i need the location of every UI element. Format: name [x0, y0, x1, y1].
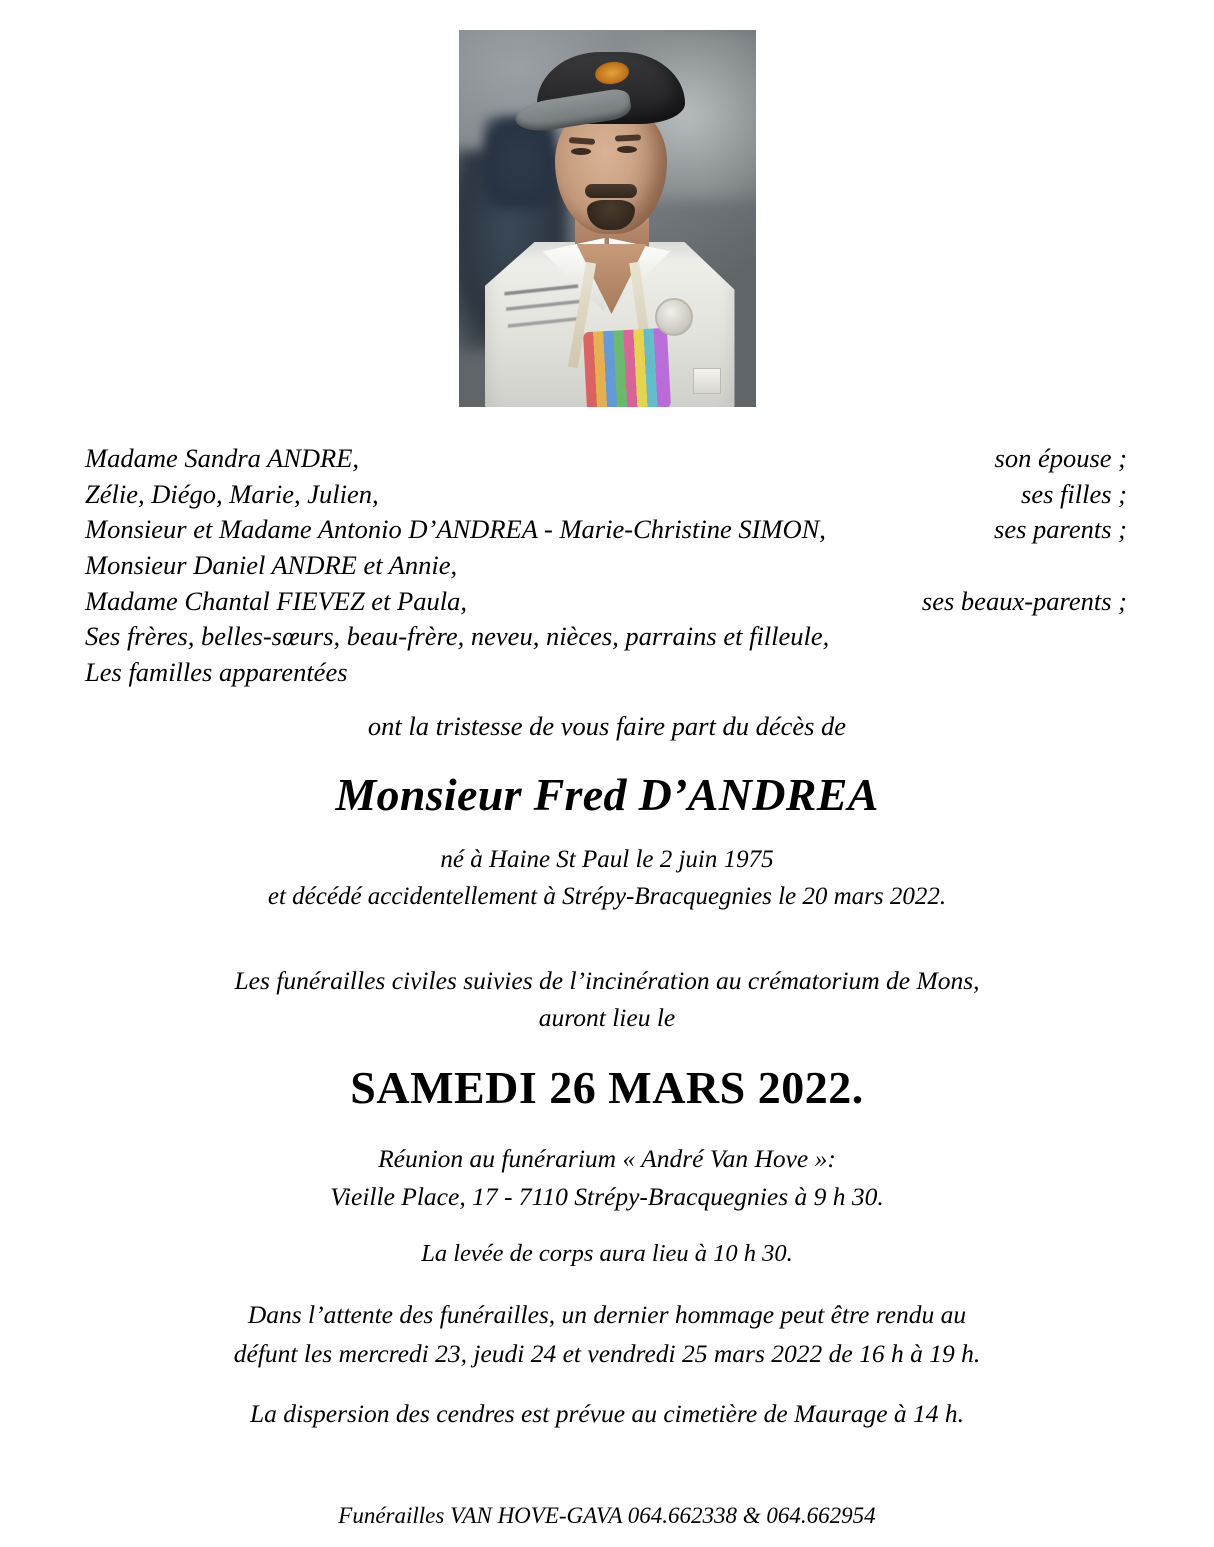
- family-name: Ses frères, belles-sœurs, beau-frère, neveu, nièces, parrains et filleule,: [85, 621, 830, 652]
- family-relation: ses parents ;: [994, 514, 1127, 545]
- funeral-line-1: Les funérailles civiles suivies de l’incinération au crématorium de Mons,: [234, 965, 980, 995]
- portrait-container: [85, 30, 1129, 407]
- pocket-badge: [693, 368, 721, 394]
- homage-block: [85, 1296, 1129, 1373]
- family-row: [85, 477, 1129, 513]
- death-line: et décédé accidentellement à Strépy-Bracquegnies le 20 mars 2022.: [267, 882, 947, 910]
- family-name: Monsieur et Madame Antonio D’ANDREA - Marie-Christine SIMON,: [85, 514, 826, 545]
- family-name: Madame Chantal FIEVEZ et Paula,: [85, 585, 467, 616]
- eye-right: [617, 146, 637, 153]
- family-name: Zélie, Diégo, Marie, Julien,: [85, 478, 379, 509]
- ashes-dispersion-line: La dispersion des cendres est prévue au cimetière de Maurage à 14 h.: [249, 1398, 965, 1428]
- family-relation: son épouse ;: [994, 443, 1127, 473]
- jacket-writing: [504, 284, 583, 347]
- family-name: Madame Sandra ANDRE,: [85, 443, 360, 473]
- family-row: [85, 512, 1129, 548]
- family-relation: ses filles ;: [1021, 478, 1127, 509]
- family-row: [85, 584, 1129, 620]
- eye-left: [571, 148, 591, 155]
- meeting-line-1: Réunion au funérarium « André Van Hove »:: [378, 1143, 836, 1173]
- family-name: Les familles apparentées: [85, 656, 348, 687]
- family-name: Monsieur Daniel ANDRE et Annie,: [85, 549, 458, 580]
- family-row: [85, 655, 1129, 691]
- portrait-photo: [459, 30, 756, 407]
- family-row: [85, 619, 1129, 655]
- deceased-name: Monsieur Fred D’ANDREA: [335, 769, 879, 821]
- announcement-line: ont la tristesse de vous faire part du décès de: [367, 711, 847, 742]
- meeting-block: [85, 1140, 1129, 1217]
- levee-de-corps-line: La levée de corps aura lieu à 10 h 30.: [421, 1240, 793, 1268]
- ceremony-date: SAMEDI 26 MARS 2022.: [350, 1061, 864, 1113]
- funeral-home-footer: Funérailles VAN HOVE-GAVA 064.662338 & 064.662954: [338, 1502, 876, 1528]
- round-badge: [655, 298, 693, 336]
- family-row: [85, 548, 1129, 584]
- family-row: [85, 441, 1129, 477]
- birth-death-block: [85, 842, 1129, 915]
- goatee: [587, 200, 635, 230]
- family-relation: ses beaux-parents ;: [921, 585, 1127, 616]
- colored-ribbons: [582, 328, 670, 407]
- moustache: [585, 184, 637, 198]
- funeral-line-2: auront lieu le: [538, 1002, 676, 1032]
- meeting-line-2: Vieille Place, 17 - 7110 Strépy-Bracquegnies à 9 h 30.: [330, 1182, 884, 1212]
- homage-line-1: Dans l’attente des funérailles, un dernier hommage peut être rendu au: [247, 1300, 967, 1330]
- homage-line-2: défunt les mercredi 23, jeudi 24 et vendredi 25 mars 2022 de 16 h à 19 h.: [233, 1338, 981, 1368]
- family-list: [85, 441, 1129, 690]
- birth-line: né à Haine St Paul le 2 juin 1975: [440, 846, 774, 874]
- funeral-block: [85, 963, 1129, 1037]
